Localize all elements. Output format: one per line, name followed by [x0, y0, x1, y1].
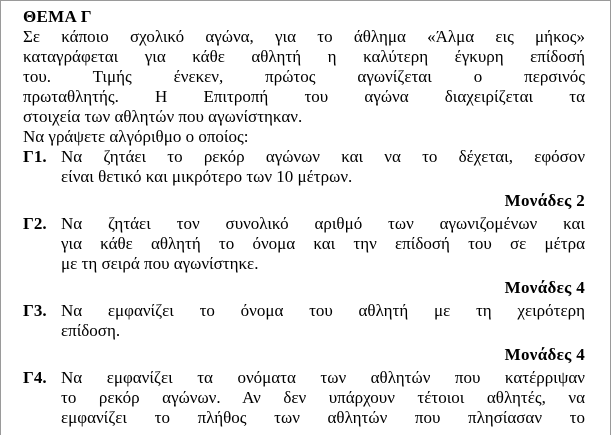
intro-line: Σε κάποιο σχολικό αγώνα, για το άθλημα «Άλμα εις μήκος»: [23, 27, 585, 46]
question-label: Γ1.: [23, 147, 47, 166]
question-line: Να εμφανίζει το όνομα του αθλητή με τη χειρότερη: [61, 301, 585, 320]
question-line: είναι θετικό και μικρότερο των 10 μέτρων.: [61, 167, 353, 186]
marks-label: Μονάδες 4: [504, 278, 585, 297]
intro-paragraph: [23, 27, 585, 127]
question-line: επίδοση.: [61, 321, 121, 340]
question-line: το ρεκόρ αγώνων. Αν δεν υπάρχουν τέτοιοι αθλητές, να: [61, 388, 585, 407]
question-line: εμφανίζει το πλήθος των αθλητών που πλησίασαν το: [61, 408, 585, 427]
marks-label: Μονάδες 4: [504, 345, 585, 364]
question-line: Να εμφανίζει τα ονόματα των αθλητών που κατέρριψαν: [61, 368, 585, 387]
question-label: Γ4.: [23, 368, 47, 387]
prompt-line: Να γράψετε αλγόριθμο ο οποίος:: [23, 127, 249, 146]
question-item-g2: [23, 214, 585, 274]
intro-line: καταγράφεται για κάθε αθλητή η καλύτερη έγκυρη επίδοσή: [23, 47, 585, 66]
section-title: ΘΕΜΑ Γ: [23, 7, 92, 26]
document-content: [23, 7, 585, 428]
intro-line: του. Τιμής ένεκεν, πρώτος αγωνίζεται ο περσινός: [23, 67, 585, 86]
question-item-g1: [23, 147, 585, 187]
question-label: Γ2.: [23, 214, 47, 233]
question-line: με τη σειρά που αγωνίστηκε.: [61, 254, 259, 273]
question-item-g4: [23, 368, 585, 428]
marks-label: Μονάδες 2: [504, 191, 585, 210]
intro-line: πρωταθλητής. Η Επιτροπή του αγώνα διαχειρίζεται τα: [23, 87, 585, 106]
question-label: Γ3.: [23, 301, 47, 320]
question-line: Να ζητάει το ρεκόρ αγώνων και να το δέχεται, εφόσον: [61, 147, 585, 166]
question-line: Να ζητάει τον συνολικό αριθμό των αγωνιζομένων και: [61, 214, 585, 233]
question-line: για κάθε αθλητή το όνομα και την επίδοσή του σε μέτρα: [61, 234, 585, 253]
intro-line: στοιχεία των αθλητών που αγωνίστηκαν.: [23, 107, 303, 126]
question-item-g3: [23, 301, 585, 341]
